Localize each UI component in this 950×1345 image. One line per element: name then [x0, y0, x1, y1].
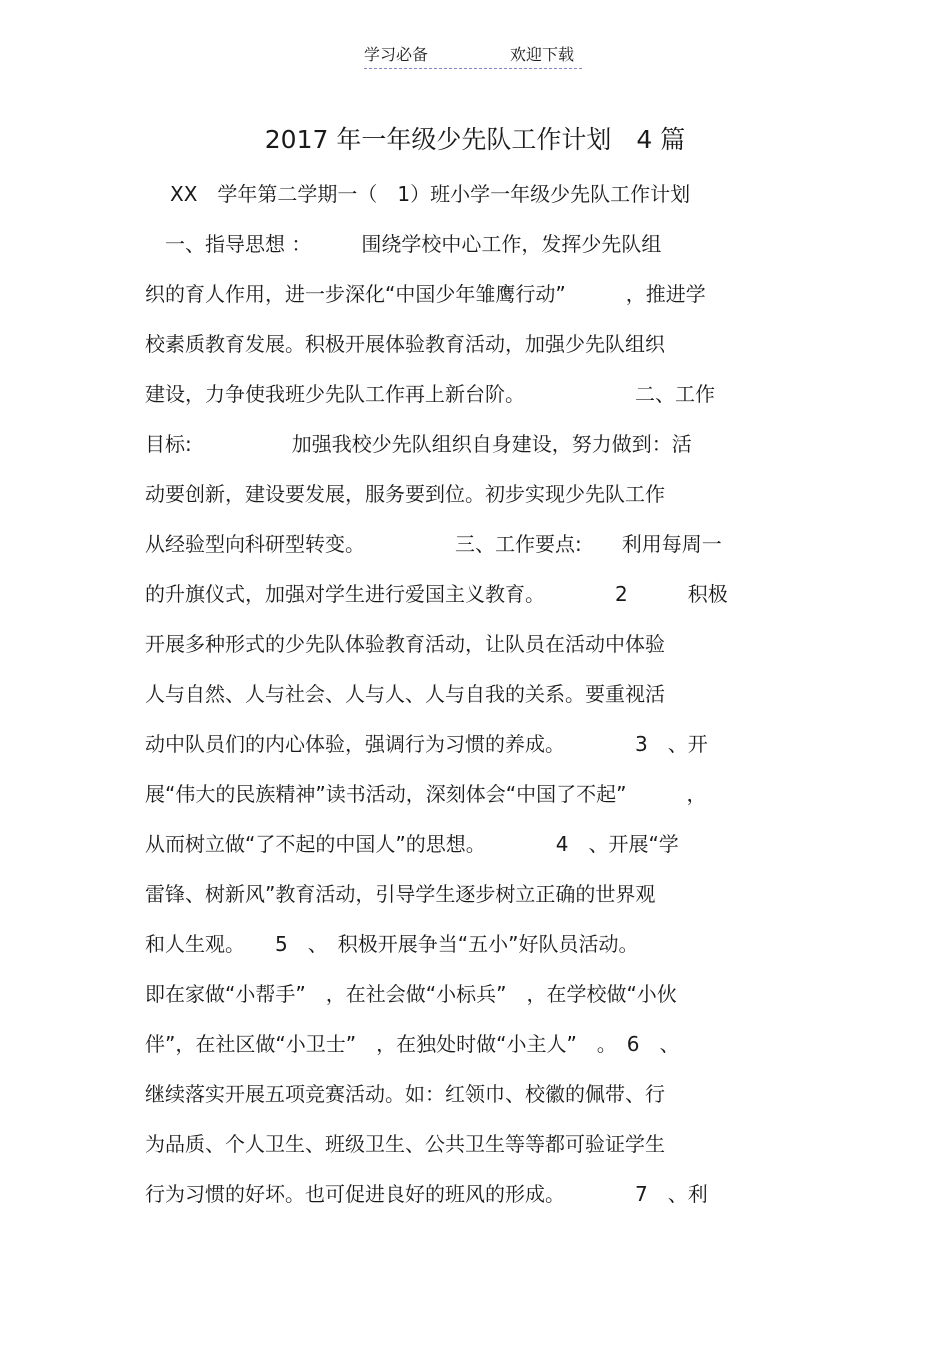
body-line: 雷锋、树新风”教育活动，引导学生逐步树立正确的世界观 — [145, 882, 656, 906]
body-line: 和人生观。 5 、 积极开展争当“五小”好队员活动。 — [145, 932, 639, 956]
body-line: 人与自然、人与社会、人与人、人与自我的关系。要重视活 — [145, 682, 665, 706]
header-right-text: 欢迎下载 — [510, 45, 575, 64]
body-line: 一、指导思想 ： 围绕学校中心工作，发挥少先队组 — [145, 232, 662, 256]
body-line: 继续落实开展五项竞赛活动。如：红领巾、校徽的佩带、行 — [145, 1082, 665, 1106]
header-left-text: 学习必备 — [364, 45, 429, 64]
body-line: 行为习惯的好坏。也可促进良好的班风的形成。 7 、利 — [145, 1182, 708, 1206]
body-line: 目标: 加强我校少先队组织自身建设，努力做到：活 — [145, 432, 692, 456]
body-line: 即在家做“小帮手” ，在社会做“小标兵” ，在学校做“小伙 — [145, 982, 677, 1006]
body-line: 动要创新，建设要发展，服务要到位。初步实现少先队工作 — [145, 482, 665, 506]
body-line: 伴”，在社区做“小卫士” ，在独处时做“小主人” 。 6 、 — [145, 1032, 680, 1056]
body-line: 为品质、个人卫生、班级卫生、公共卫生等等都可验证学生 — [145, 1132, 665, 1156]
body-line: 从经验型向科研型转变。 三、工作要点: 利用每周一 — [145, 532, 722, 556]
body-line: 从而树立做“了不起的中国人”的思想。 4 、开展“学 — [145, 832, 679, 856]
body-line: 动中队员们的内心体验，强调行为习惯的养成。 3 、开 — [145, 732, 708, 756]
body-line: 展“伟大的民族精神”读书活动，深刻体会“中国了不起” ， — [145, 782, 707, 806]
body-line: 的升旗仪式，加强对学生进行爱国主义教育。 2 积极 — [145, 582, 728, 606]
body-line: 开展多种形式的少先队体验教育活动，让队员在活动中体验 — [145, 632, 665, 656]
document-title: 2017 年一年级少先队工作计划 4 篇 — [264, 125, 686, 154]
body-line: 校素质教育发展。积极开展体验教育活动，加强少先队组织 — [145, 332, 665, 356]
body-line: 织的育人作用，进一步深化“中国少年雏鹰行动” ，推进学 — [145, 282, 706, 306]
document-subtitle: XX 学年第二学期一（ 1）班小学一年级少先队工作计划 — [170, 182, 691, 206]
body-line: 建设，力争使我班少先队工作再上新台阶。 二、工作 — [145, 382, 715, 406]
page-header — [364, 40, 582, 69]
